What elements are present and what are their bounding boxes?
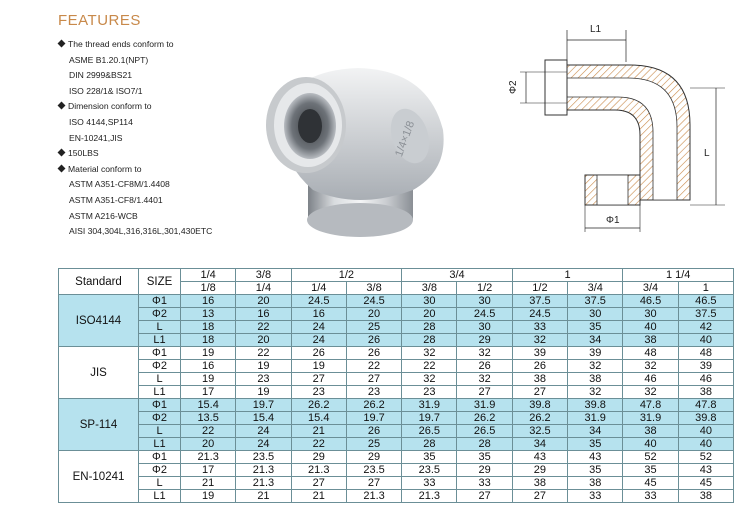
dimension-value: 21 (291, 425, 346, 438)
standard-name: SP-114 (59, 399, 139, 451)
dimension-value: 34 (568, 334, 623, 347)
dimension-value: 19 (181, 347, 236, 360)
dimension-value: 20 (236, 334, 291, 347)
dimension-value: 33 (568, 490, 623, 503)
dimension-value: 20 (181, 438, 236, 451)
dimension-value: 38 (568, 477, 623, 490)
table-row (59, 386, 734, 399)
size-param: L1 (139, 334, 181, 347)
dimension-value: 38 (512, 373, 567, 386)
dimension-value: 25 (346, 321, 401, 334)
dimension-value: 26.2 (457, 412, 512, 425)
dimension-value: 39 (512, 347, 567, 360)
dimension-value: 30 (457, 295, 512, 308)
dimension-value: 35 (568, 438, 623, 451)
dimension-value: 24 (236, 438, 291, 451)
dimension-value: 37.5 (568, 295, 623, 308)
dimension-value: 29 (291, 451, 346, 464)
dimension-value: 29 (457, 334, 512, 347)
dimension-value: 38 (512, 477, 567, 490)
dimension-value: 27 (512, 386, 567, 399)
feature-text: ASTM A216-WCB (69, 210, 138, 221)
dimension-value: 35 (457, 451, 512, 464)
dimension-value: 31.9 (568, 412, 623, 425)
header-reduced-size: 1 (678, 282, 733, 295)
dimension-value: 52 (623, 451, 678, 464)
header-nominal-size: 1/4 (181, 269, 236, 282)
dimension-value: 22 (236, 321, 291, 334)
dimension-value: 23.5 (236, 451, 291, 464)
dimension-value: 15.4 (181, 399, 236, 412)
header-reduced-size: 1/4 (236, 282, 291, 295)
dimension-value: 17 (181, 464, 236, 477)
dimension-value: 19.7 (346, 412, 401, 425)
table-row (59, 334, 734, 347)
dimension-value: 33 (457, 477, 512, 490)
dimension-value: 35 (402, 451, 457, 464)
size-param: Φ1 (139, 399, 181, 412)
header-reduced-size: 1/8 (181, 282, 236, 295)
dimension-value: 23 (236, 373, 291, 386)
dimension-value: 32 (402, 347, 457, 360)
dimension-value: 24.5 (346, 295, 401, 308)
dimension-value: 19 (236, 360, 291, 373)
dimension-value: 27 (346, 477, 401, 490)
size-param: Φ1 (139, 295, 181, 308)
feature-text: AISI 304,304L,316,316L,301,430ETC (69, 226, 213, 237)
dimensions-table-container (58, 268, 734, 503)
dimension-value: 34 (568, 425, 623, 438)
header-reduced-size: 1/2 (457, 282, 512, 295)
feature-text: ISO 228/1& ISO7/1 (69, 85, 143, 96)
feature-text: ASTM A351-CF8/1.4401 (69, 194, 163, 205)
dimension-value: 31.9 (402, 399, 457, 412)
feature-text: 150LBS (68, 148, 99, 159)
dimension-value: 26 (512, 360, 567, 373)
header-reduced-size: 1/2 (512, 282, 567, 295)
dimension-value: 26.2 (346, 399, 401, 412)
dimension-value: 35 (568, 464, 623, 477)
dimension-value: 23.5 (346, 464, 401, 477)
dimension-value: 33 (402, 477, 457, 490)
dimension-value: 19.7 (236, 399, 291, 412)
table-row (59, 347, 734, 360)
dimension-value: 43 (512, 451, 567, 464)
dimension-value: 16 (181, 295, 236, 308)
dimension-value: 26.2 (291, 399, 346, 412)
dimension-value: 32 (568, 386, 623, 399)
standard-name: EN-10241 (59, 451, 139, 503)
dimension-value: 22 (291, 438, 346, 451)
dimension-value: 30 (402, 295, 457, 308)
dimension-value: 21.3 (402, 490, 457, 503)
size-param: Φ2 (139, 360, 181, 373)
header-nominal-size: 1/2 (291, 269, 402, 282)
reducing-elbow-photo (238, 40, 478, 255)
bullet-icon (58, 102, 66, 110)
dimension-value: 40 (678, 334, 733, 347)
table-row (59, 438, 734, 451)
dimension-value: 27 (512, 490, 567, 503)
dimension-value: 21.3 (236, 464, 291, 477)
bullet-icon (58, 164, 66, 172)
dimension-value: 24 (236, 425, 291, 438)
dimension-value: 48 (678, 347, 733, 360)
dimension-value: 43 (678, 464, 733, 477)
size-param: L1 (139, 386, 181, 399)
table-row (59, 425, 734, 438)
header-standard: Standard (59, 269, 139, 295)
dimension-value: 28 (402, 334, 457, 347)
dimension-value: 39 (568, 347, 623, 360)
header-reduced-size: 3/4 (568, 282, 623, 295)
dimension-value: 26 (346, 334, 401, 347)
dimension-value: 52 (678, 451, 733, 464)
dimension-value: 48 (623, 347, 678, 360)
dimension-value: 30 (623, 308, 678, 321)
dimension-value: 23 (402, 386, 457, 399)
l-label: L (704, 148, 710, 159)
dimension-value: 31.9 (623, 412, 678, 425)
elbow-section-drawing (490, 10, 730, 250)
dimension-value: 40 (678, 438, 733, 451)
dimension-value: 26.5 (457, 425, 512, 438)
dimension-value: 33 (623, 490, 678, 503)
dimension-value: 40 (623, 438, 678, 451)
table-row (59, 373, 734, 386)
dimension-value: 27 (291, 477, 346, 490)
phi2-label: Φ2 (508, 80, 519, 94)
feature-text: Dimension conform to (68, 101, 152, 112)
dimension-value: 16 (181, 360, 236, 373)
dimension-value: 20 (402, 308, 457, 321)
table-row (59, 321, 734, 334)
header-nominal-size: 3/4 (402, 269, 513, 282)
feature-text: ISO 4144,SP114 (69, 116, 133, 127)
dimension-value: 23 (291, 386, 346, 399)
dimension-value: 24.5 (291, 295, 346, 308)
feature-text: DIN 2999&BS21 (69, 70, 133, 81)
dimension-value: 24 (291, 334, 346, 347)
dimension-value: 39.8 (512, 399, 567, 412)
l1-label: L1 (590, 24, 602, 35)
dimension-value: 46 (623, 373, 678, 386)
table-header (59, 269, 734, 295)
dimension-value: 24.5 (457, 308, 512, 321)
table-body (59, 295, 734, 503)
dimension-value: 27 (291, 373, 346, 386)
size-param: Φ1 (139, 347, 181, 360)
standard-name: ISO4144 (59, 295, 139, 347)
dimension-value: 17 (181, 386, 236, 399)
dimension-value: 29 (512, 464, 567, 477)
dimension-value: 26 (346, 347, 401, 360)
table-row (59, 451, 734, 464)
table-row (59, 490, 734, 503)
dimension-value: 34 (512, 438, 567, 451)
feature-text: Material conform to (68, 163, 142, 174)
dimension-value: 46.5 (623, 295, 678, 308)
dimension-value: 19.7 (402, 412, 457, 425)
dimension-value: 21 (291, 490, 346, 503)
dimension-value: 23 (346, 386, 401, 399)
dimension-value: 29 (346, 451, 401, 464)
dimension-value: 37.5 (512, 295, 567, 308)
dimension-value: 21 (236, 490, 291, 503)
dimension-value: 38 (678, 386, 733, 399)
dimension-value: 25 (346, 438, 401, 451)
bullet-icon (58, 149, 66, 157)
dimension-value: 40 (623, 321, 678, 334)
size-param: Φ2 (139, 464, 181, 477)
dimension-value: 16 (236, 308, 291, 321)
table-row (59, 360, 734, 373)
header-reduced-size: 3/8 (346, 282, 401, 295)
dimension-value: 45 (623, 477, 678, 490)
dimension-value: 26 (291, 347, 346, 360)
dimension-value: 18 (181, 334, 236, 347)
dimension-value: 22 (346, 360, 401, 373)
dimension-value: 40 (678, 425, 733, 438)
dimension-value: 21.3 (236, 477, 291, 490)
dimension-value: 37.5 (678, 308, 733, 321)
size-param: Φ1 (139, 451, 181, 464)
dimension-value: 21.3 (291, 464, 346, 477)
header-nominal-size: 3/8 (236, 269, 291, 282)
dimension-value: 27 (457, 386, 512, 399)
dimension-value: 28 (402, 438, 457, 451)
dimension-value: 24 (291, 321, 346, 334)
features-title: FEATURES (58, 12, 141, 29)
table-row (59, 295, 734, 308)
feature-text: EN-10241,JIS (69, 132, 123, 143)
dimension-value: 13 (181, 308, 236, 321)
table-row (59, 308, 734, 321)
dimension-value: 46.5 (678, 295, 733, 308)
size-param: L (139, 425, 181, 438)
dimension-value: 32 (512, 334, 567, 347)
dimension-value: 28 (402, 321, 457, 334)
dimension-value: 38 (678, 490, 733, 503)
dimension-value: 26 (346, 425, 401, 438)
dimension-value: 22 (402, 360, 457, 373)
table-row (59, 477, 734, 490)
dimension-value: 43 (568, 451, 623, 464)
bullet-icon (58, 40, 66, 48)
dimension-value: 38 (623, 334, 678, 347)
table-row (59, 412, 734, 425)
dimension-value: 39.8 (678, 412, 733, 425)
dimension-value: 31.9 (457, 399, 512, 412)
dimension-value: 35 (568, 321, 623, 334)
phi1-label: Φ1 (606, 215, 620, 226)
dimension-value: 30 (457, 321, 512, 334)
elbow-stamp-label: 1/4×1/8 (393, 119, 418, 159)
header-row-sizes (59, 269, 734, 282)
header-reduced-size: 3/8 (402, 282, 457, 295)
dimension-value: 13.5 (181, 412, 236, 425)
dimension-value: 20 (346, 308, 401, 321)
dimension-value: 33 (512, 321, 567, 334)
dimension-value: 26.2 (512, 412, 567, 425)
dimension-value: 15.4 (236, 412, 291, 425)
table-row (59, 464, 734, 477)
size-param: L (139, 373, 181, 386)
dimension-value: 39.8 (568, 399, 623, 412)
size-param: Φ2 (139, 412, 181, 425)
feature-text: ASME B1.20.1(NPT) (69, 54, 149, 65)
dimension-value: 22 (236, 347, 291, 360)
size-param: L1 (139, 438, 181, 451)
dimension-value: 32.5 (512, 425, 567, 438)
table-row (59, 399, 734, 412)
dimension-value: 29 (457, 464, 512, 477)
dimension-value: 16 (291, 308, 346, 321)
dimension-value: 21.3 (346, 490, 401, 503)
dimension-value: 35 (623, 464, 678, 477)
dimension-value: 47.8 (678, 399, 733, 412)
dimension-value: 19 (181, 373, 236, 386)
dimension-value: 38 (623, 425, 678, 438)
feature-text: The thread ends conform to (68, 39, 174, 49)
dimension-value: 39 (678, 360, 733, 373)
dimension-value: 32 (402, 373, 457, 386)
dimension-value: 19 (291, 360, 346, 373)
dimension-value: 32 (623, 386, 678, 399)
dimension-value: 24.5 (512, 308, 567, 321)
dimension-value: 32 (457, 347, 512, 360)
dimension-value: 42 (678, 321, 733, 334)
size-param: L (139, 321, 181, 334)
dimension-value: 21.3 (181, 451, 236, 464)
dimension-value: 19 (236, 386, 291, 399)
header-size: SIZE (139, 269, 181, 295)
dimension-value: 38 (568, 373, 623, 386)
feature-text: ASTM A351-CF8M/1.4408 (69, 179, 170, 190)
dimension-value: 26 (457, 360, 512, 373)
header-nominal-size: 1 (512, 269, 623, 282)
size-param: L (139, 477, 181, 490)
dimension-value: 18 (181, 321, 236, 334)
dimension-value: 46 (678, 373, 733, 386)
dimension-value: 45 (678, 477, 733, 490)
dimension-value: 32 (457, 373, 512, 386)
dimension-value: 23.5 (402, 464, 457, 477)
header-nominal-size: 1 1/4 (623, 269, 734, 282)
dimensions-table (58, 268, 734, 503)
header-reduced-size: 3/4 (623, 282, 678, 295)
header-reduced-size: 1/4 (291, 282, 346, 295)
dimension-value: 47.8 (623, 399, 678, 412)
dimension-value: 27 (457, 490, 512, 503)
dimension-value: 32 (568, 360, 623, 373)
dimension-value: 26.5 (402, 425, 457, 438)
standard-name: JIS (59, 347, 139, 399)
dimension-value: 20 (236, 295, 291, 308)
dimension-value: 27 (346, 373, 401, 386)
dimension-value: 30 (568, 308, 623, 321)
size-param: Φ2 (139, 308, 181, 321)
size-param: L1 (139, 490, 181, 503)
dimension-value: 19 (181, 490, 236, 503)
dimension-value: 32 (623, 360, 678, 373)
dimension-value: 22 (181, 425, 236, 438)
dimension-value: 28 (457, 438, 512, 451)
dimension-value: 15.4 (291, 412, 346, 425)
dimension-value: 21 (181, 477, 236, 490)
